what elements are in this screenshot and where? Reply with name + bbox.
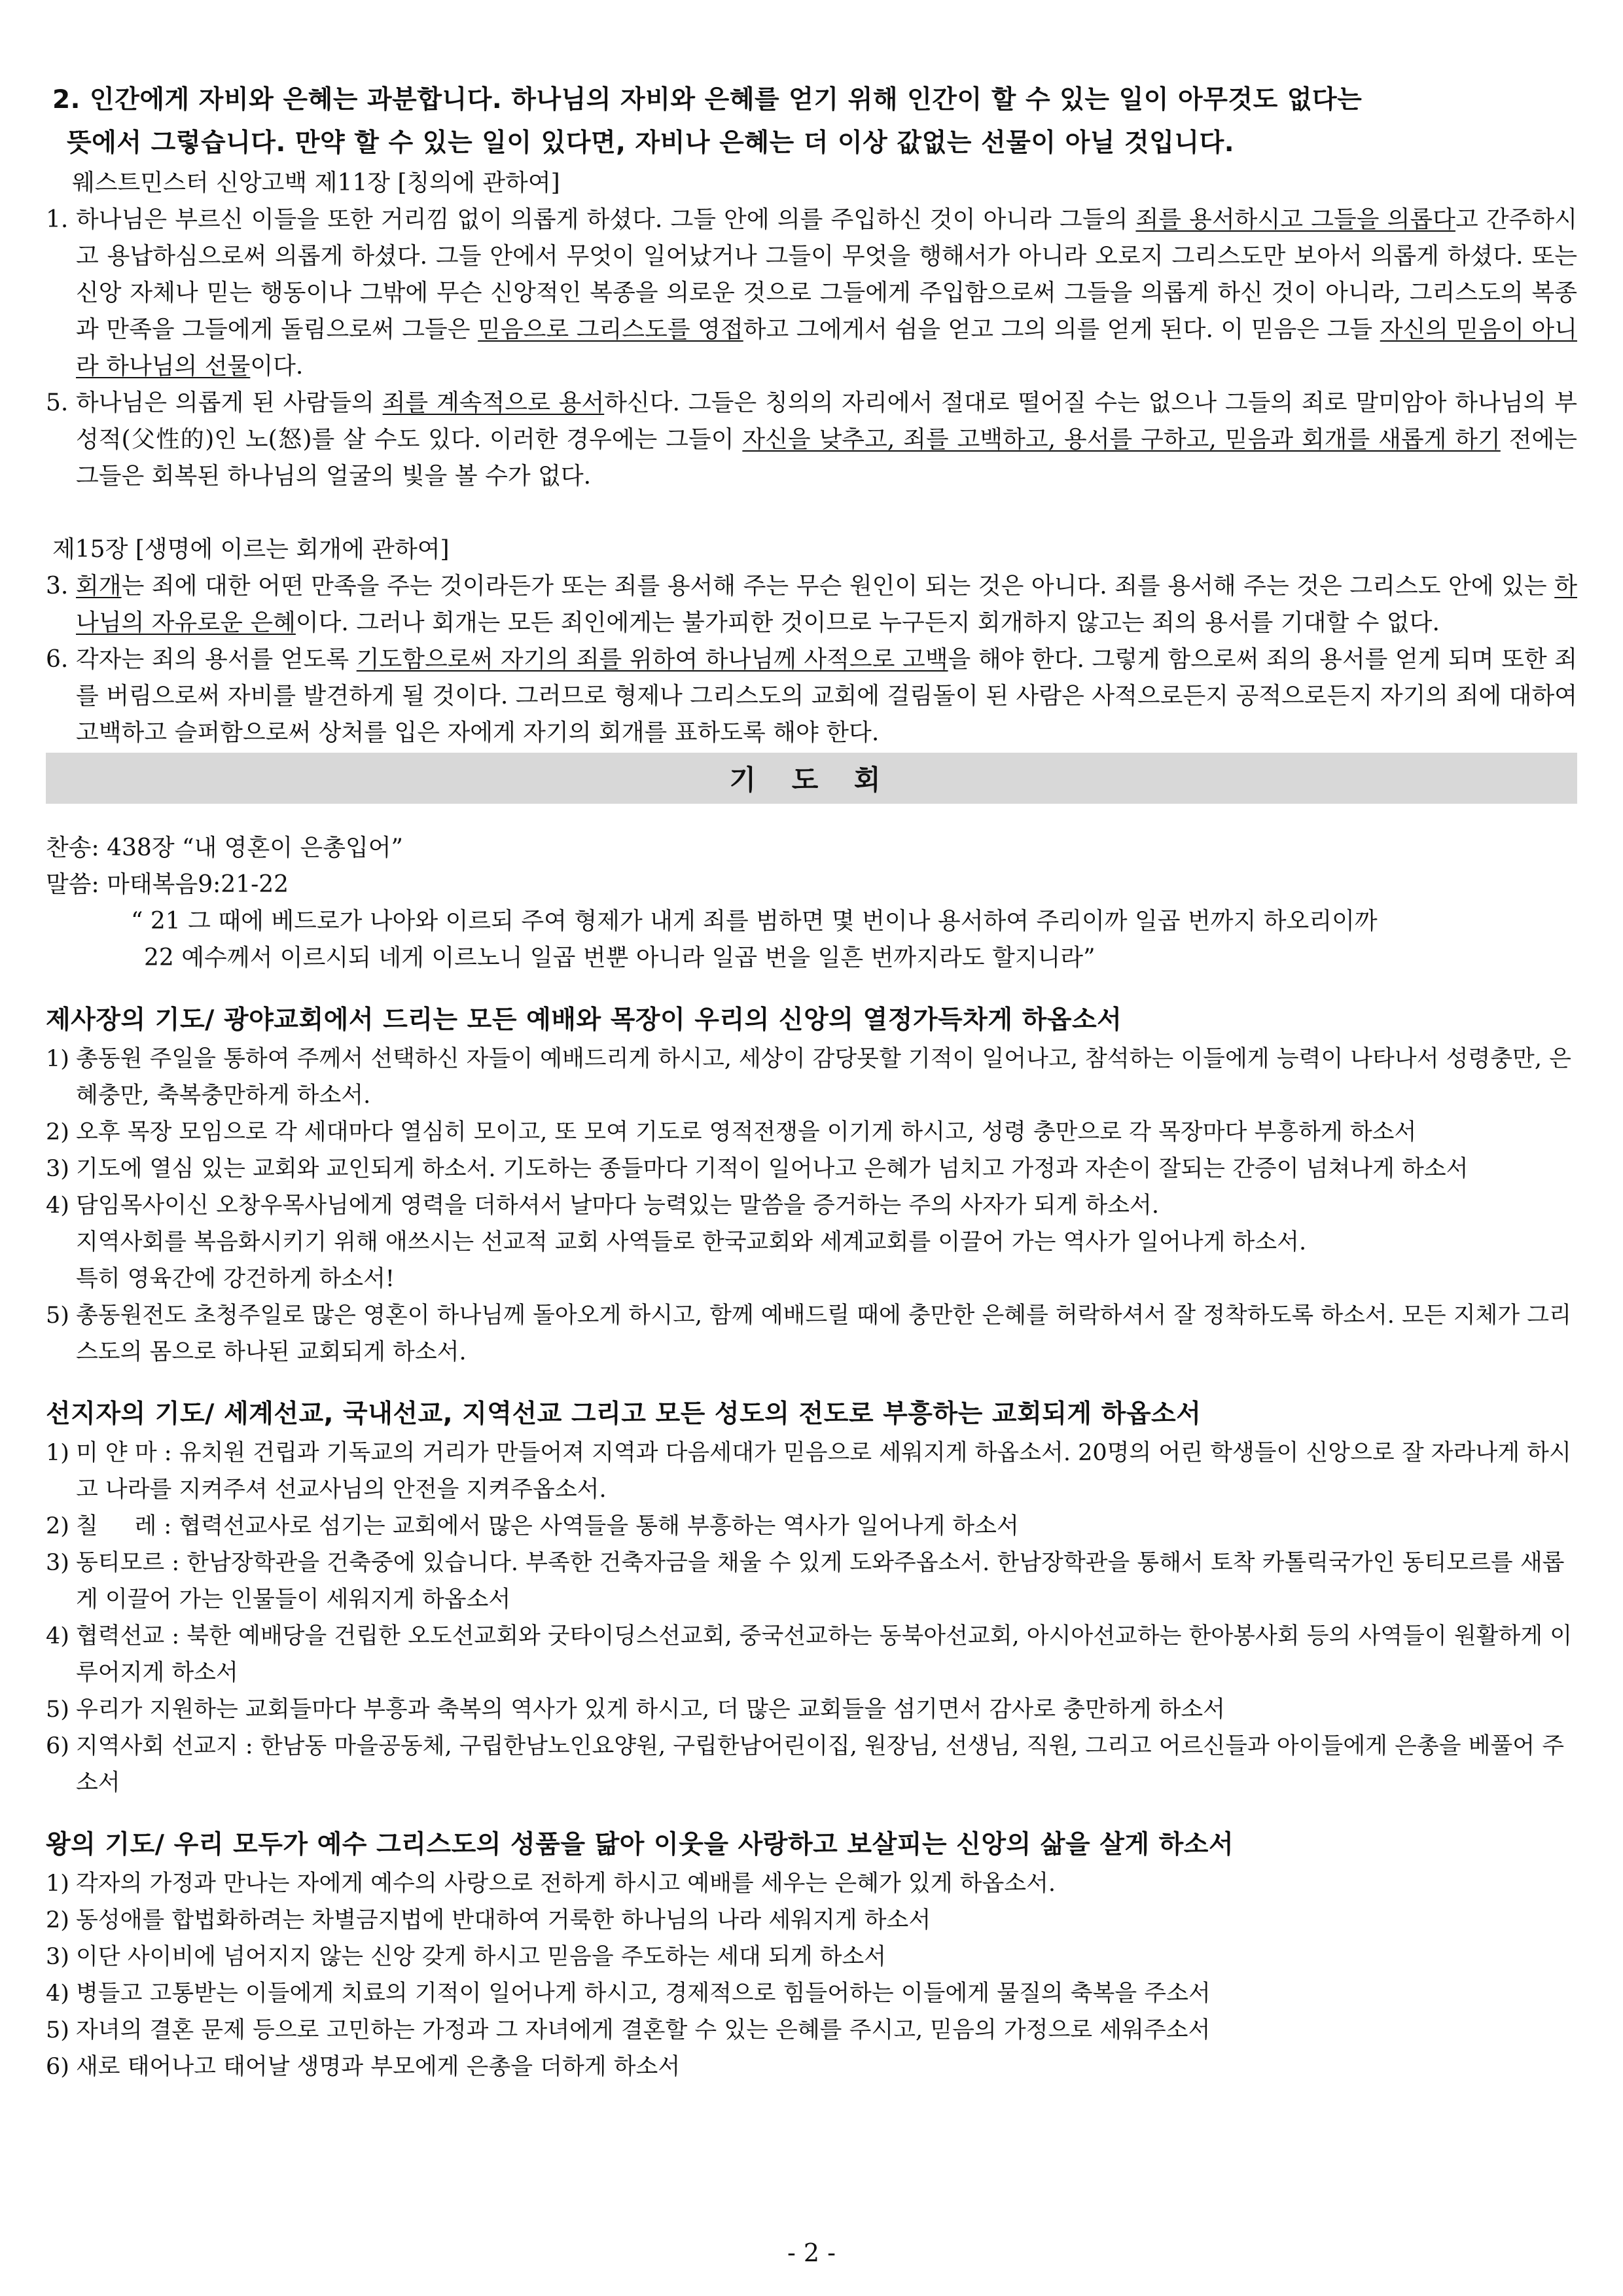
verse-21: “ 21 그 때에 베드로가 나아와 이르되 주여 형제가 내게 죄를 범하면 몇 번이나 용서하여 주리이까 일곱 번까지 하오리이까 bbox=[131, 908, 1378, 935]
item-number: 3) bbox=[46, 1944, 69, 1970]
text-run: 이다. bbox=[250, 353, 304, 380]
item-text: 오후 목장 모임으로 각 세대마다 열심히 모이고, 또 모여 기도로 영적전쟁을 이기게 하시고, 성령 충만으로 각 목장마다 부흥하게 하소서 bbox=[76, 1119, 1417, 1145]
item-number: 2) bbox=[46, 1119, 69, 1145]
intro-line-2: 뜻에서 그렇습니다. 만약 할 수 있는 일이 있다면, 자비나 은혜는 더 이상 값없는 선물이 아닐 것입니다. bbox=[67, 128, 1235, 158]
item-text: 자녀의 결혼 문제 등으로 고민하는 가정과 그 자녀에게 결혼할 수 있는 은혜를 주시고, 믿음의 가정으로 세워주소서 bbox=[76, 2017, 1211, 2043]
text-run: 이다. 그러나 회개는 모든 죄인에게는 불가피한 것이므로 누구든지 회개하지 않고는 죄의 용서를 기대할 수 없다. bbox=[295, 609, 1440, 636]
underlined-run: 하나님의 자유로운 은혜 bbox=[76, 573, 1577, 636]
prophet-item-5 bbox=[46, 1691, 1577, 1728]
page-number: - 2 - bbox=[787, 2238, 836, 2267]
text-run: 하나님은 부르신 이들을 또한 거리낌 없이 의롭게 하셨다. 그들 안에 의를 주입하신 것이 아니라 그들의 bbox=[76, 206, 1136, 233]
king-item-5 bbox=[46, 2012, 1577, 2049]
prophet-item-1 bbox=[46, 1435, 1577, 1508]
item-text: 새로 태어나고 태어날 생명과 부모에게 은총을 더하게 하소서 bbox=[76, 2054, 681, 2080]
item-number: 6. bbox=[46, 646, 69, 673]
item-text bbox=[76, 202, 1577, 385]
item-text: 칠 레 : 협력선교사로 섬기는 교회에서 많은 사역들을 통해 부흥하는 역사가 일어나게 하소서 bbox=[76, 1513, 1019, 1539]
item-number: 3) bbox=[46, 1550, 69, 1576]
item-number: 4) bbox=[46, 1623, 69, 1649]
hymn-line: 찬송: 438장 “내 영혼이 은총입어” bbox=[46, 834, 403, 861]
document-page bbox=[46, 79, 1577, 2085]
king-item-6 bbox=[46, 2049, 1577, 2085]
prophet-item-4 bbox=[46, 1618, 1577, 1691]
priest-item-4-cont-2: 특히 영육간에 강건하게 하소서! bbox=[76, 1266, 395, 1292]
item-number: 1) bbox=[46, 1440, 69, 1466]
underlined-run: 회개 bbox=[76, 573, 122, 600]
verse-22: 22 예수께서 이르시되 네게 이르노니 일곱 번뿐 아니라 일곱 번을 일흔 번까지라도 할지니라” bbox=[144, 944, 1096, 971]
item-number: 2) bbox=[46, 1513, 69, 1539]
item-number: 4) bbox=[46, 1193, 69, 1219]
item-number: 5) bbox=[46, 2017, 69, 2043]
intro-line-1: 2. 인간에게 자비와 은혜는 과분합니다. 하나님의 자비와 은혜를 얻기 위해 인간이 할 수 있는 일이 아무것도 없다는 bbox=[52, 85, 1363, 115]
item-text: 협력선교 : 북한 예배당을 건립한 오도선교회와 굿타이딩스선교회, 중국선교하는 동북아선교회, 아시아선교하는 한아봉사회 등의 사역들이 원활하게 이루어지게 하소서 bbox=[76, 1623, 1573, 1686]
prophet-item-3 bbox=[46, 1545, 1577, 1618]
text-run: 는 죄에 대한 어떤 만족을 주는 것이라든가 또는 죄를 용서해 주는 무슨 원인이 되는 것은 아니다. 죄를 용서해 주는 것은 그리스도 안에 있는 bbox=[121, 573, 1555, 600]
king-item-2 bbox=[46, 1902, 1577, 1939]
text-run: 하고 그에게서 쉼을 얻고 그의 의를 얻게 된다. 이 믿음은 그들 bbox=[743, 316, 1380, 343]
item-number: 5) bbox=[46, 1302, 69, 1329]
item-number: 3) bbox=[46, 1156, 69, 1182]
item-number: 5) bbox=[46, 1696, 69, 1723]
text-run: 고 간주하시고 용납하심으로써 의롭게 하셨다. 그들 안에서 무엇이 일어났거나 그들이 무엇을 행해서가 아니라 오로지 그리스도만 보아서 의롭게 하셨다. 또는 신앙 자체나 믿는 행동이나 그밖에 무슨 신앙적인 복종을 의로운 것으로 그들에게 주입함으로써 그들을 의롭게 하신 것이 아니라, 그리스도의 복종과 만족을 그들에게 돌림으로써 그들은 bbox=[76, 206, 1577, 343]
scripture-line: 말씀: 마태복음9:21-22 bbox=[46, 871, 289, 898]
item-text bbox=[76, 568, 1577, 641]
intro-paragraph bbox=[52, 79, 1577, 165]
prophet-item-2 bbox=[46, 1508, 1577, 1545]
item-number: 6) bbox=[46, 1733, 69, 1759]
text-run: 전에는 그들은 회복된 하나님의 얼굴의 빛을 볼 수가 없다. bbox=[76, 426, 1577, 490]
prophet-item-6 bbox=[46, 1728, 1577, 1801]
spacer bbox=[46, 495, 1577, 531]
item-number: 1. bbox=[46, 206, 69, 233]
item-text: 기도에 열심 있는 교회와 교인되게 하소서. 기도하는 종들마다 기적이 일어나고 은혜가 넘치고 가정과 자손이 잘되는 간증이 넘쳐나게 하소서 bbox=[76, 1156, 1469, 1182]
item-text: 이단 사이비에 넘어지지 않는 신앙 갖게 하시고 믿음을 주도하는 세대 되게 하소서 bbox=[76, 1944, 887, 1970]
underlined-run: 죄를 계속적으로 용서 bbox=[382, 389, 605, 416]
text-run: 하신다. 그들은 칭의의 자리에서 절대로 떨어질 수는 없으나 그들의 죄로 말미암아 하나님의 부성적(父性的)인 노(怒)를 살 수도 있다. 이러한 경우에는 그들이 bbox=[76, 389, 1577, 453]
item-text: 병들고 고통받는 이들에게 치료의 기적이 일어나게 하시고, 경제적으로 힘들어하는 이들에게 물질의 축복을 주소서 bbox=[76, 1981, 1211, 2007]
item-text bbox=[76, 641, 1577, 751]
item-number: 5. bbox=[46, 389, 69, 416]
confession-ch15-item-6 bbox=[46, 641, 1577, 751]
spacer bbox=[46, 1801, 1577, 1825]
priest-item-2 bbox=[46, 1114, 1577, 1151]
item-text: 동티모르 : 한남장학관을 건축중에 있습니다. 부족한 건축자금을 채울 수 있게 도와주옵소서. 한남장학관을 통해서 토착 카톨릭국가인 동티모르를 새롭게 이끌어 가는 인물들이 세워지게 하옵소서 bbox=[76, 1550, 1565, 1613]
item-number: 4) bbox=[46, 1981, 69, 2007]
item-text: 미 얀 마 : 유치원 건립과 기독교의 거리가 만들어져 지역과 다음세대가 믿음으로 세워지게 하옵소서. 20명의 어린 학생들이 신앙으로 잘 자라나게 하시고 나라를 지켜주셔 선교사님의 안전을 지켜주옵소서. bbox=[76, 1440, 1571, 1503]
item-text: 지역사회 선교지 : 한남동 마을공동체, 구립한남노인요양원, 구립한남어린이집, 원장님, 선생님, 직원, 그리고 어르신들과 아이들에게 은총을 베풀어 주소서 bbox=[76, 1733, 1565, 1796]
priest-item-3 bbox=[46, 1151, 1577, 1187]
priest-item-1 bbox=[46, 1041, 1577, 1114]
confession-ch11-item-1 bbox=[46, 202, 1577, 385]
item-number: 1) bbox=[46, 1871, 69, 1897]
text-run: 하나님은 의롭게 된 사람들의 bbox=[76, 389, 383, 416]
item-text: 동성애를 합법화하려는 차별금지법에 반대하여 거룩한 하나님의 나라 세워지게 하소서 bbox=[76, 1907, 931, 1933]
item-number: 1) bbox=[46, 1046, 69, 1072]
underlined-run: 믿음으로 그리스도를 영접 bbox=[478, 316, 743, 343]
priest-item-5 bbox=[46, 1297, 1577, 1371]
king-item-3 bbox=[46, 1939, 1577, 1975]
underlined-run: 자신의 믿음이 아니라 하나님의 선물 bbox=[76, 316, 1577, 380]
priest-prayer-heading: 제사장의 기도/ 광야교회에서 드리는 모든 예배와 목장이 우리의 신앙의 열정가득차게 하옵소서 bbox=[46, 1005, 1122, 1035]
underlined-run: 자신을 낮추고, 죄를 고백하고, 용서를 구하고, 믿음과 회개를 새롭게 하기 bbox=[742, 426, 1501, 453]
item-text: 담임목사이신 오창우목사님에게 영력을 더하셔서 날마다 능력있는 말씀을 증거하는 주의 사자가 되게 하소서. bbox=[76, 1193, 1159, 1219]
spacer bbox=[46, 977, 1577, 1000]
item-text: 총동원전도 초청주일로 많은 영혼이 하나님께 돌아오게 하시고, 함께 예배드릴 때에 충만한 은혜를 허락하셔서 잘 정착하도록 하소서. 모든 지체가 그리스도의 몸으로 하나된 교회되게 하소서. bbox=[76, 1302, 1571, 1365]
king-item-1 bbox=[46, 1865, 1577, 1902]
text-run: 을 해야 한다. 그렇게 함으로써 죄의 용서를 얻게 되며 또한 죄를 버림으로써 자비를 발견하게 될 것이다. 그러므로 형제나 그리스도의 교회에 걸림돌이 된 사람은 사적으로든지 공적으로든지 자기의 죄에 대하여 고백하고 슬퍼함으로써 상처를 입은 자에게 자기의 회개를 표하도록 해야 한다. bbox=[76, 646, 1577, 746]
king-item-4 bbox=[46, 1975, 1577, 2012]
confession-ch15-title: 제15장 [생명에 이르는 회개에 관하여] bbox=[52, 536, 450, 563]
item-text: 우리가 지원하는 교회들마다 부흥과 축복의 역사가 있게 하시고, 더 많은 교회들을 섬기면서 감사로 충만하게 하소서 bbox=[76, 1696, 1225, 1723]
confession-ch11-item-5 bbox=[46, 385, 1577, 495]
confession-ch15-item-3 bbox=[46, 568, 1577, 641]
item-number: 6) bbox=[46, 2054, 69, 2080]
priest-item-4-cont-1: 지역사회를 복음화시키기 위해 애쓰시는 선교적 교회 사역들로 한국교회와 세계교회를 이끌어 가는 역사가 일어나게 하소서. bbox=[76, 1229, 1307, 1255]
king-prayer-heading: 왕의 기도/ 우리 모두가 예수 그리스도의 성품을 닮아 이웃을 사랑하고 보살피는 신앙의 삶을 살게 하소서 bbox=[46, 1830, 1234, 1859]
prayer-meeting-band: 기 도 회 bbox=[46, 753, 1577, 804]
item-text: 총동원 주일을 통하여 주께서 선택하신 자들이 예배드리게 하시고, 세상이 감당못할 기적이 일어나고, 참석하는 이들에게 능력이 나타나서 성령충만, 은혜충만, 축복충만하게 하소서. bbox=[76, 1046, 1571, 1109]
underlined-run: 죄를 용서하시고 그들을 의롭다 bbox=[1135, 206, 1455, 233]
item-number: 2) bbox=[46, 1907, 69, 1933]
prophet-prayer-heading: 선지자의 기도/ 세계선교, 국내선교, 지역선교 그리고 모든 성도의 전도로 부흥하는 교회되게 하옵소서 bbox=[46, 1399, 1202, 1429]
spacer bbox=[46, 1371, 1577, 1394]
text-run: 각자는 죄의 용서를 얻도록 bbox=[76, 646, 357, 673]
item-text: 각자의 가정과 만나는 자에게 예수의 사랑으로 전하게 하시고 예배를 세우는 은혜가 있게 하옵소서. bbox=[76, 1871, 1056, 1897]
item-number: 3. bbox=[46, 573, 69, 600]
confession-ch11-title: 웨스트민스터 신앙고백 제11장 [칭의에 관하여] bbox=[72, 170, 560, 196]
priest-item-4 bbox=[46, 1187, 1577, 1224]
item-text bbox=[76, 385, 1577, 495]
underlined-run: 기도함으로써 자기의 죄를 위하여 하나님께 사적으로 고백 bbox=[356, 646, 948, 673]
